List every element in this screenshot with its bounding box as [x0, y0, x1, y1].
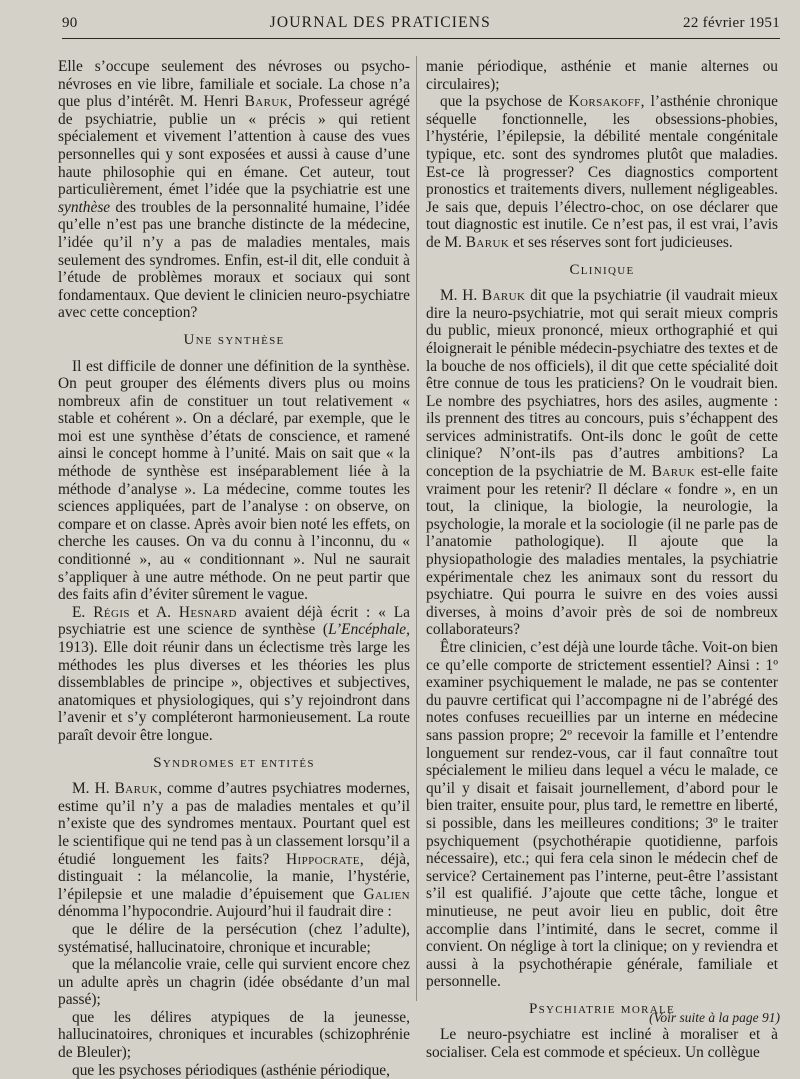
section-heading-clinique: Clinique	[569, 261, 635, 278]
section-heading-psychiatrie-morale: Psychiatrie morale	[528, 1000, 676, 1017]
continuation-note: (Voir suite à la page 91)	[649, 1010, 780, 1025]
paragraph: Le neuro-psychiatre est incliné à moraliser et à socialiser. Cela est commode et spécieux. Un collègue	[426, 1026, 778, 1062]
right-column	[426, 58, 778, 1062]
issue-date: 22 février 1951	[683, 15, 780, 31]
running-header	[62, 14, 780, 32]
paragraph: M. H. Baruk, comme d’autres psychiatres modernes, estime qu’il n’y a pas de maladies mentales et qu’il n’existe que des syndromes mentaux. Pourtant quel est le scientifique qui ne tend pas à un classement lorsqu’il a étudié longuement les faits? Hippocrate, déjà, distinguait : la mélancolie, la manie, l’hystérie, l’épilepsie et une maladie d’épuisement que Galien dénomma l’hypocondrie. Aujourd’hui il faudrait dire :	[58, 780, 410, 921]
page-number: 90	[62, 15, 78, 31]
section-heading-synthese: Une synthèse	[183, 331, 285, 348]
journal-title: JOURNAL DES PRATICIENS	[269, 14, 491, 31]
paragraph: E. Régis et A. Hesnard avaient déjà écrit : « La psychiatrie est une science de synthèse (L’Encéphale, 1913). Elle doit réunir dans un éclectisme très large les méthodes les plus diverses et les théories les plus dissemblables de principe », objectives et subjectives, anatomiques et physiologiques, qui s’y rejoindront dans l’avenir et s’y compléteront harmonieusement. La route paraît devoir être longue.	[58, 603, 410, 744]
list-item: que la mélancolie vraie, celle qui survient encore chez un adulte après un chagrin (idée obsédante d’un mal passé);	[58, 956, 410, 1009]
section-heading-syndromes: Syndromes et entités	[153, 754, 315, 771]
list-item: que les psychoses périodiques (asthénie périodique,	[72, 1061, 390, 1079]
column-divider	[416, 56, 417, 1001]
list-item: que les délires atypiques de la jeunesse, hallucinatoires, chroniques et incurables (schizophrénie de Bleuler);	[58, 1008, 410, 1062]
paragraph: Elle s’occupe seulement des névroses ou psycho-névroses en vie libre, familiale et sociale. La chose n’a que plus d’intérêt. M. Henri Baruk, Professeur agrégé de psychiatrie, publie un « précis » qui retient spécialement et vivement l’attention à cause des vues personnelles qui y sont exposées et aussi à cause d’une haute philosophie qui en émane. Cet auteur, tout particulièrement, émet l’idée que la psychiatrie est une synthèse des troubles de la personnalité humaine, l’idée qu’elle n’est pas une branche distincte de la médecine, l’idée qu’il n’y a pas de maladies mentales, mais seulement des syndromes. Enfin, est-il dit, elle conduit à l’étude de problèmes moraux et sociaux qui sont fondamentaux. Que devient le clinicien neuro-psychiatre avec cette conception?	[58, 58, 410, 322]
paragraph: Être clinicien, c’est déjà une lourde tâche. Voit-on bien ce qu’elle comporte de strictement essentiel? Ainsi : 1º examiner psychiquement le malade, ne pas se contenter du pauvre certificat qui l’accompagne ni de l’abrégé des notes confuses recueillies par un interne en médecine sans passion propre; 2º recevoir la famille et l’entendre longuement sur rendez-vous, car il faut connaître tout spécialement le milieu dans lequel a vécu le malade, ce qu’il y disait et faisait journellement, d’abord pour le bien traiter, ensuite pour, plus tard, le remettre en liberté, si possible, dans les meilleures conditions; 3º le traiter psychiquement (psychothérapie quotidienne, parfois nécessaire), etc.; qui fera cela sinon le médecin chef de service? Certainement pas l’interne, peut-être l’assistant s’il est qualifié. J’ajoute que cette tâche, longue et minutieuse, ne peut avoir lieu en public, doit être accomplie dans l’intimité, dans le secret, comme il convient. On néglige à tort la clinique; on y reviendra et aussi à la psychothérapie générale, familiale et personnelle.	[426, 639, 778, 991]
list-item: que la psychose de Korsakoff, l’asthénie chronique séquelle fonctionnelle, les obsessions-phobies, l’hystérie, l’épilepsie, la débilité mentale congénitale typique, etc. sont des syndromes plutôt que maladies. Est-ce là progresser? Ces diagnostics comportent pronostics et traitements divers, nullement négligeables. Je sais que, depuis l’électro-choc, on ose déclarer que tout diagnostic est inutile. Ce n’est pas, il est vrai, l’avis de M. Baruk et ses réserves sont fort judicieuses.	[426, 93, 778, 251]
header-rule	[62, 38, 780, 39]
paragraph: Il est difficile de donner une définition de la synthèse. On peut grouper des éléments divers plus ou moins nombreux afin de constituer un tout relativement « stable et cohérent ». On a déclaré, par exemple, que le moi est une synthèse d’états de conscience, et ramené ainsi le concept homme à l’unité. Mais on sait que « la méthode de synthèse est inséparablement liée à la méthode d’analyse ». La médecine, comme toutes les sciences appliquées, part de l’analyse : on observe, on compare et on classe. Après avoir bien noté les effets, on cherche les causes. On va du connu à l’inconnu, du « conditionné », au « conditionnant ». Nul ne saurait s’appliquer à une autre méthode. On ne peut partir que des faits afin d’éviter sûrement le vague.	[58, 357, 410, 604]
list-item: manie périodique, asthénie et manie alternes ou circulaires);	[426, 58, 778, 93]
list-item: que le délire de la persécution (chez l’adulte), systématisé, hallucinatoire, chronique et incurable;	[58, 920, 410, 956]
paragraph: M. H. Baruk dit que la psychiatrie (il vaudrait mieux dire la neuro-psychiatrie, mot qui serait mieux compris du public, mieux prononcé, mieux orthographié et qui éloignerait le pénible médecin-psychiatre des textes et de la bouche de nos officiels), il dit que cette spécialité doit être connue de tous les praticiens? On le voudrait bien. Le nombre des psychiatres, hors des asiles, augmente : ils prennent des titres au concours, puis s’échappent des services administratifs. Ont-ils donc le goût de cette clinique? N’ont-ils pas d’autres ambitions? La conception de la psychiatrie de M. Baruk est-elle faite vraiment pour les retenir? Il déclare « fondre », en un tout, la clinique, la biologie, la neurologie, la psychologie, la morale et la sociologie (il ne parle pas de l’anatomie pathologique). Il ajoute que la physiopathologie des maladies mentales, la psychiatrie expérimentale chez les animaux sont du ressort du psychiatre. Qui pourra le suivre en des voies aussi diverses, à moins d’avoir près de soi de nombreux collaborateurs?	[426, 287, 778, 639]
left-column	[58, 58, 410, 1079]
